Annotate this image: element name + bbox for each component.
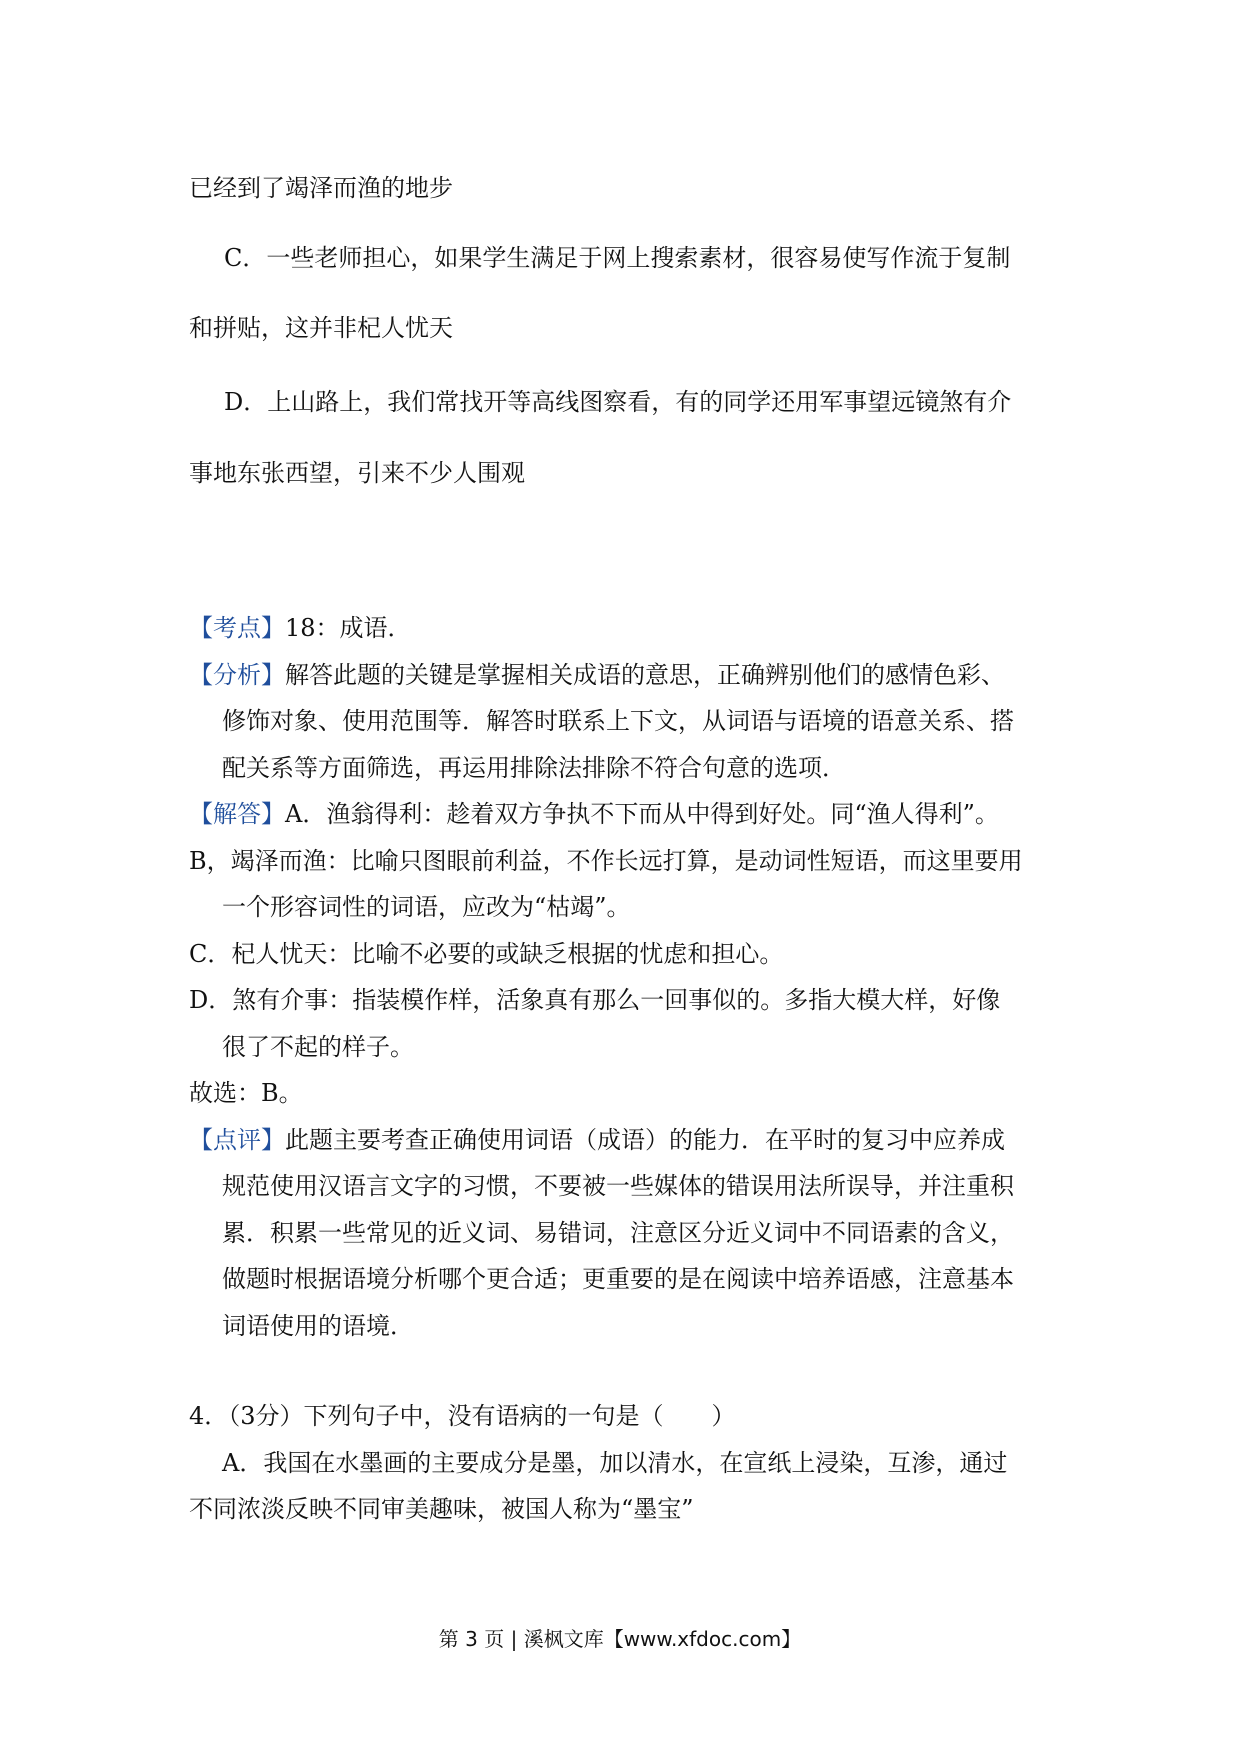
dianping-line1 bbox=[189, 1122, 1069, 1158]
question4-option-a-line2: 不同浓淡反映不同审美趣味，被国人称为“墨宝” bbox=[189, 1495, 694, 1523]
jieda-line1 bbox=[189, 796, 1069, 832]
jieda-line2: B，竭泽而渔：比喻只图眼前利益，不作长远打算，是动词性短语，而这里要用 bbox=[189, 847, 1023, 875]
jieda-line6: 很了不起的样子。 bbox=[222, 1033, 414, 1061]
fenxi-line2: 修饰对象、使用范围等．解答时联系上下文，从词语与语境的语意关系、搭 bbox=[222, 707, 1014, 735]
footer-site-link[interactable]: 溪枫文库【www.xfdoc.com】 bbox=[523, 1627, 802, 1651]
jieda-line5: D．煞有介事：指装模作样，活象真有那么一回事似的。多指大模大样，好像 bbox=[189, 986, 1001, 1014]
kaodian-paragraph bbox=[189, 610, 1069, 646]
jieda-text-1: A．渔翁得利：趁着双方争执不下而从中得到好处。同“渔人得利”。 bbox=[285, 800, 999, 828]
answer-choice: 故选：B。 bbox=[189, 1079, 303, 1107]
fenxi-line3: 配关系等方面筛选，再运用排除法排除不符合句意的选项． bbox=[222, 754, 846, 782]
dianping-line2: 规范使用汉语言文字的习惯，不要被一些媒体的错误用法所误导，并注重积 bbox=[222, 1172, 1014, 1200]
question3-option-c-line1: C．一些老师担心，如果学生满足于网上搜索素材，很容易使写作流于复制 bbox=[224, 244, 1011, 272]
dianping-tag: 【点评】 bbox=[189, 1126, 285, 1154]
question3-option-c-line2: 和拼贴，这并非杞人忧天 bbox=[189, 314, 453, 342]
footer-separator: | bbox=[504, 1627, 524, 1651]
fenxi-text-1: 解答此题的关键是掌握相关成语的意思，正确辨别他们的感情色彩、 bbox=[285, 661, 1005, 689]
footer-page-number: 第 3 页 bbox=[438, 1627, 505, 1651]
dianping-line4: 做题时根据语境分析哪个更合适；更重要的是在阅读中培养语感，注意基本 bbox=[222, 1265, 1014, 1293]
fenxi-tag: 【分析】 bbox=[189, 661, 285, 689]
question3-option-b-continuation: 已经到了竭泽而渔的地步 bbox=[189, 174, 453, 202]
jieda-line4: C．杞人忧天：比喻不必要的或缺乏根据的忧虑和担心。 bbox=[189, 940, 784, 968]
question4-option-a-line1: A．我国在水墨画的主要成分是墨，加以清水，在宣纸上浸染，互渗，通过 bbox=[222, 1449, 1008, 1477]
dianping-line5: 词语使用的语境． bbox=[222, 1312, 414, 1340]
jieda-line3: 一个形容词性的词语，应改为“枯竭”。 bbox=[222, 893, 631, 921]
question3-option-d-line1: D．上山路上，我们常找开等高线图察看，有的同学还用军事望远镜煞有介 bbox=[224, 388, 1012, 416]
fenxi-line1 bbox=[189, 657, 1069, 693]
question3-option-d-line2: 事地东张西望，引来不少人围观 bbox=[189, 459, 525, 487]
question4-stem: 4．（3分）下列句子中，没有语病的一句是（ ） bbox=[189, 1402, 736, 1430]
kaodian-text: 18：成语． bbox=[285, 614, 412, 642]
jieda-tag: 【解答】 bbox=[189, 800, 285, 828]
kaodian-tag: 【考点】 bbox=[189, 614, 285, 642]
dianping-text-1: 此题主要考查正确使用词语（成语）的能力．在平时的复习中应养成 bbox=[285, 1126, 1005, 1154]
page-footer bbox=[0, 1624, 1240, 1654]
dianping-line3: 累．积累一些常见的近义词、易错词，注意区分近义词中不同语素的含义， bbox=[222, 1219, 1014, 1247]
